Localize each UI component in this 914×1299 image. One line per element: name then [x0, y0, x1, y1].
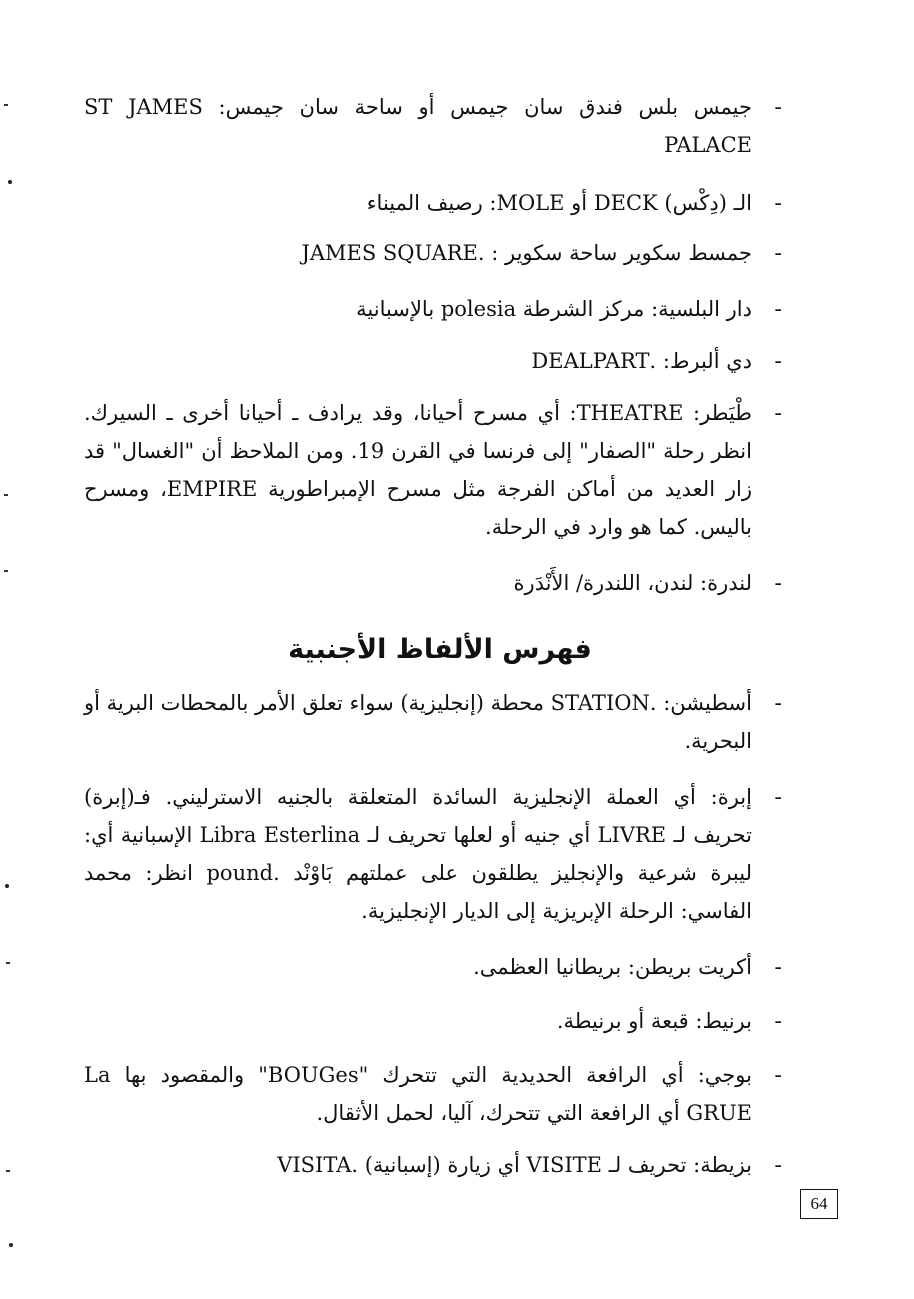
bullet-dash: -	[774, 1009, 782, 1033]
bullet-dash: -	[774, 401, 782, 425]
glossary-entry	[84, 948, 782, 986]
entry-text: بوجي: أي الرافعة الحديدية التي تتحرك "BOUGes" والمقصود بها La GRUE أي الرافعة التي تتحرك، آليا، لحمل الأثقال.	[84, 1063, 752, 1125]
glossary-entry	[84, 564, 782, 602]
page-number: 64	[800, 1189, 838, 1219]
entry-text: جمسط سكوير ساحة سكوير : .JAMES SQUARE	[301, 241, 752, 265]
glossary-entry	[84, 1002, 782, 1040]
scan-dot	[8, 180, 12, 184]
glossary-entry	[84, 342, 782, 380]
entry-text: طْيَطر: THEATRE: أي مسرح أحيانا، وقد يرادف ـ أحيانا أخرى ـ السيرك. انظر رحلة "الصفار" إلى فرنسا في القرن 19. ومن الملاحظ أن "الغسال" قد زار العديد من أماكن الفرجة مثل مسرح الإمبراطورية EMPIRE، ومسرح باليس. كما هو وارد في الرحلة.	[84, 401, 752, 539]
glossary-entry	[84, 684, 782, 760]
entry-text: دي ألبرط: .DEALPART	[531, 349, 752, 373]
glossary-entry	[84, 234, 782, 272]
glossary-entry	[84, 778, 782, 930]
entry-text: أكريت بريطن: بريطانيا العظمى.	[473, 955, 752, 979]
bullet-dash: -	[774, 691, 782, 715]
bullet-dash: -	[774, 1153, 782, 1177]
entry-text: برنيط: قبعة أو برنيطة.	[556, 1009, 752, 1033]
scan-mark	[6, 962, 10, 964]
bullet-dash: -	[774, 349, 782, 373]
scan-dot	[9, 1243, 13, 1247]
entry-text: بزيطة: تحريف لـ VISITE أي زيارة (إسبانية) .VISITA	[277, 1153, 752, 1177]
bullet-dash: -	[774, 955, 782, 979]
scan-mark	[4, 104, 8, 106]
bullet-dash: -	[774, 1063, 782, 1087]
section-heading: فهرس الألفاظ الأجنبية	[288, 634, 592, 665]
scan-mark	[6, 1170, 10, 1172]
glossary-entry	[84, 1056, 782, 1132]
bullet-dash: -	[774, 571, 782, 595]
entry-text: أسطيشن: .STATION محطة (إنجليزية) سواء تعلق الأمر بالمحطات البرية أو البحرية.	[84, 691, 752, 753]
entry-text: إبرة: أي العملة الإنجليزية السائدة المتعلقة بالجنيه الاسترليني. فـ(إبرة) تحريف لـ LIVRE أي جنيه أو لعلها تحريف لـ Libra Esterlina الإسبانية أي: ليبرة شرعية والإنجليز يطلقون على عملتهم بَاوْنْد .pound انظر: محمد الفاسي: الرحلة الإبريزية إلى الديار الإنجليزية.	[84, 785, 753, 923]
scan-mark	[4, 570, 8, 572]
bullet-dash: -	[774, 785, 782, 809]
glossary-entry	[84, 1146, 782, 1184]
entry-text: دار البلسية: مركز الشرطة polesia بالإسبانية	[356, 297, 752, 321]
scan-mark	[4, 494, 8, 496]
bullet-dash: -	[774, 297, 782, 321]
bullet-dash: -	[774, 191, 782, 215]
glossary-entry	[84, 290, 782, 328]
entry-text: جيمس بلس فندق سان جيمس أو ساحة سان جيمس: ST JAMES PALACE	[84, 95, 752, 157]
bullet-dash: -	[774, 95, 782, 119]
entry-text: لندرة: لندن، اللندرة/ الأَنْدَرة	[513, 571, 752, 595]
bullet-dash: -	[774, 241, 782, 265]
glossary-entry	[84, 88, 782, 164]
entry-text: الـ (دِكْس) DECK أو MOLE: رصيف الميناء	[366, 191, 752, 215]
glossary-entry	[84, 184, 782, 222]
glossary-entry	[84, 394, 782, 546]
scan-dot	[5, 884, 9, 888]
